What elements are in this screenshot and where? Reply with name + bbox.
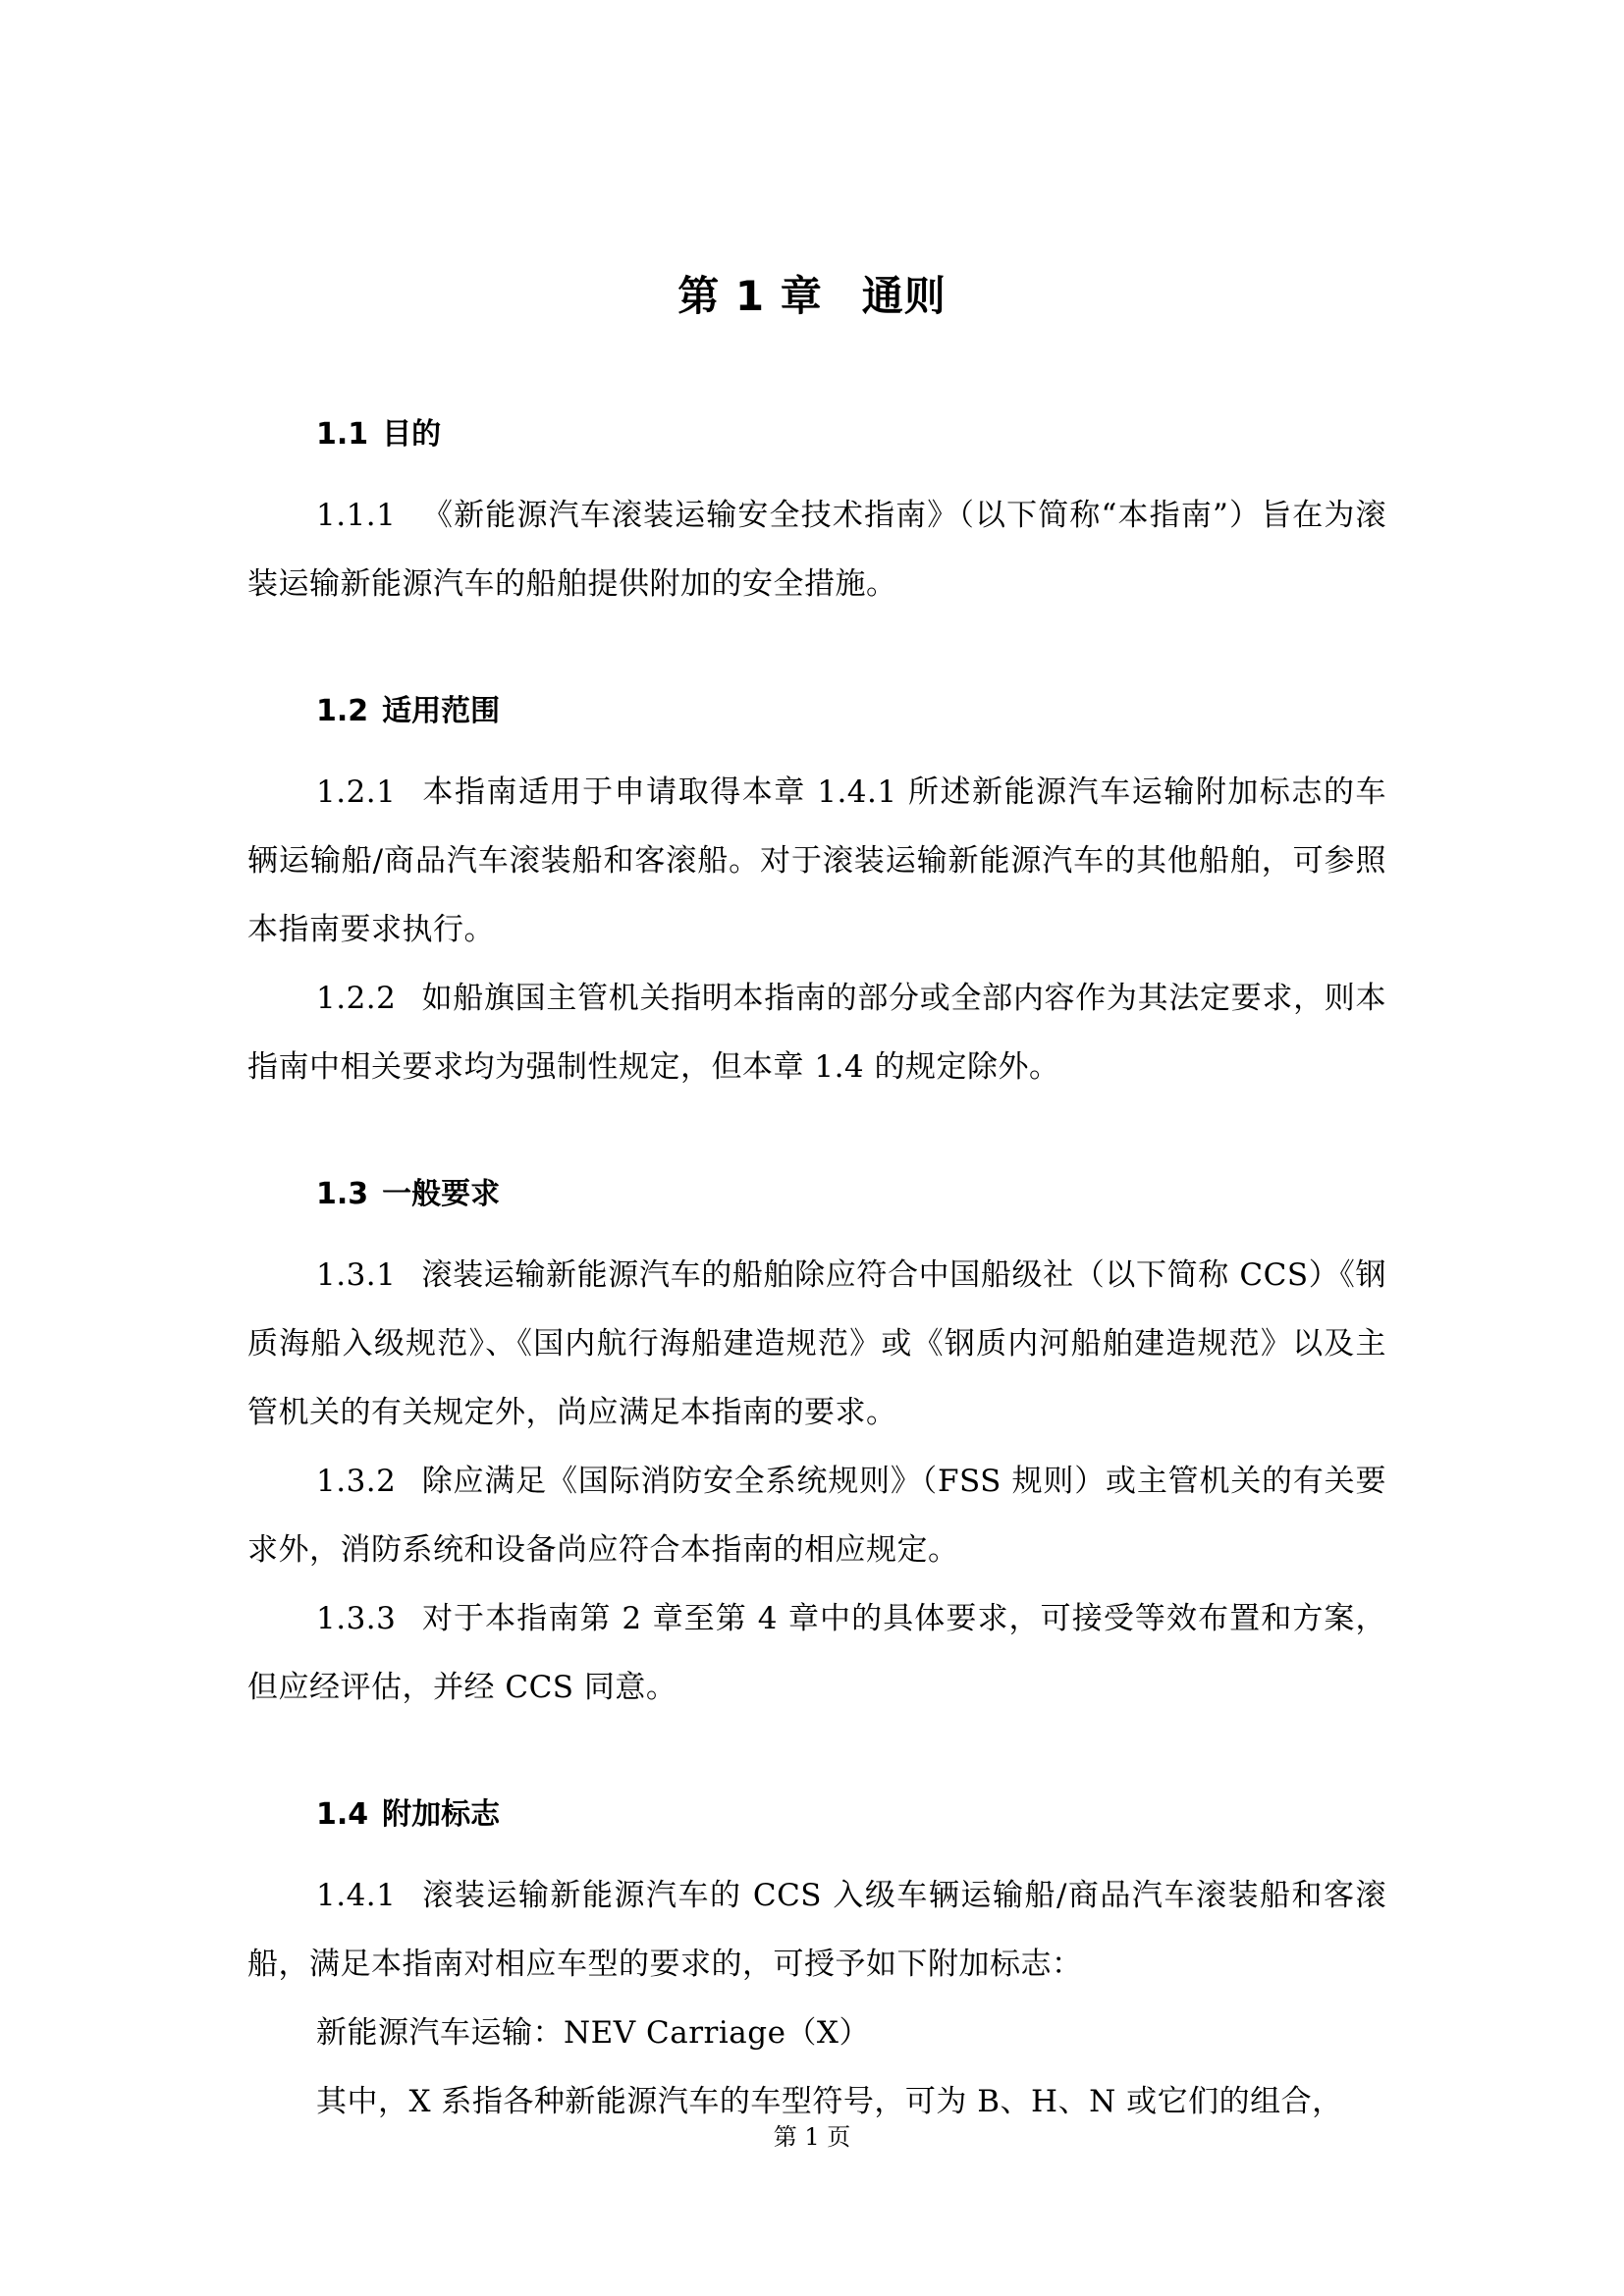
paragraph: [247, 964, 1386, 1101]
chapter-title: [0, 267, 1624, 326]
chapter-number: 第 1 章: [677, 272, 823, 320]
paragraph-text: 对于本指南第 2 章至第 4 章中的具体要求，可接受等效布置和方案，但应经评估，并经 CCS 同意。: [247, 1601, 1386, 1705]
paragraph-number: 1.2.2: [316, 981, 397, 1016]
paragraph-number: 1.4.1: [316, 1878, 397, 1913]
section-1-2: [247, 687, 1386, 1101]
section-heading: 1.1 目的: [316, 417, 442, 452]
section-heading: 1.3 一般要求: [316, 1177, 501, 1211]
paragraph: [247, 758, 1386, 964]
paragraph-text: 滚装运输新能源汽车的船舶除应符合中国船级社（以下简称 CCS）《钢质海船入级规范》、《国内航行海船建造规范》或《钢质内河船舶建造规范》以及主管机关的有关规定外，尚应满足本指南的要求。: [247, 1257, 1386, 1430]
section-1-1: [247, 410, 1386, 618]
document-body: [247, 410, 1386, 2205]
paragraph: [247, 481, 1386, 618]
paragraph-text: 除应满足《国际消防安全系统规则》（FSS 规则）或主管机关的有关要求外，消防系统和设备尚应符合本指南的相应规定。: [247, 1464, 1386, 1568]
section-1-4: [247, 1790, 1386, 2136]
paragraph: [247, 1584, 1386, 1722]
section-heading: 1.4 附加标志: [316, 1797, 501, 1832]
page-number: 第 1 页: [773, 2123, 851, 2151]
section-heading: 1.2 适用范围: [316, 694, 501, 728]
paragraph-number: 1.3.2: [316, 1464, 397, 1499]
paragraph-number: 1.2.1: [316, 774, 397, 810]
paragraph-text: 新能源汽车运输：NEV Carriage（X）: [316, 2015, 870, 2051]
paragraph-number: 1.3.3: [316, 1601, 397, 1636]
paragraph: [247, 1241, 1386, 1447]
paragraph: [247, 1999, 1386, 2067]
section-1-3: [247, 1170, 1386, 1722]
paragraph-number: 1.3.1: [316, 1257, 397, 1293]
paragraph-text: 《新能源汽车滚装运输安全技术指南》（以下简称“本指南”）旨在为滚装运输新能源汽车的船舶提供附加的安全措施。: [247, 498, 1386, 602]
paragraph-text: 滚装运输新能源汽车的 CCS 入级车辆运输船/商品汽车滚装船和客滚船，满足本指南对相应车型的要求的，可授予如下附加标志：: [247, 1878, 1386, 1982]
paragraph: [247, 1861, 1386, 1999]
paragraph-text: 本指南适用于申请取得本章 1.4.1 所述新能源汽车运输附加标志的车辆运输船/商品汽车滚装船和客滚船。对于滚装运输新能源汽车的其他船舶，可参照本指南要求执行。: [247, 774, 1386, 947]
paragraph-number: 1.1.1: [316, 498, 397, 533]
paragraph-text: 其中，X 系指各种新能源汽车的车型符号，可为 B、H、N 或它们的组合，: [316, 2084, 1343, 2119]
chapter-name: 通则: [861, 272, 947, 320]
paragraph: [247, 1447, 1386, 1584]
paragraph-text: 如船旗国主管机关指明本指南的部分或全部内容作为其法定要求，则本指南中相关要求均为强制性规定，但本章 1.4 的规定除外。: [247, 981, 1386, 1085]
